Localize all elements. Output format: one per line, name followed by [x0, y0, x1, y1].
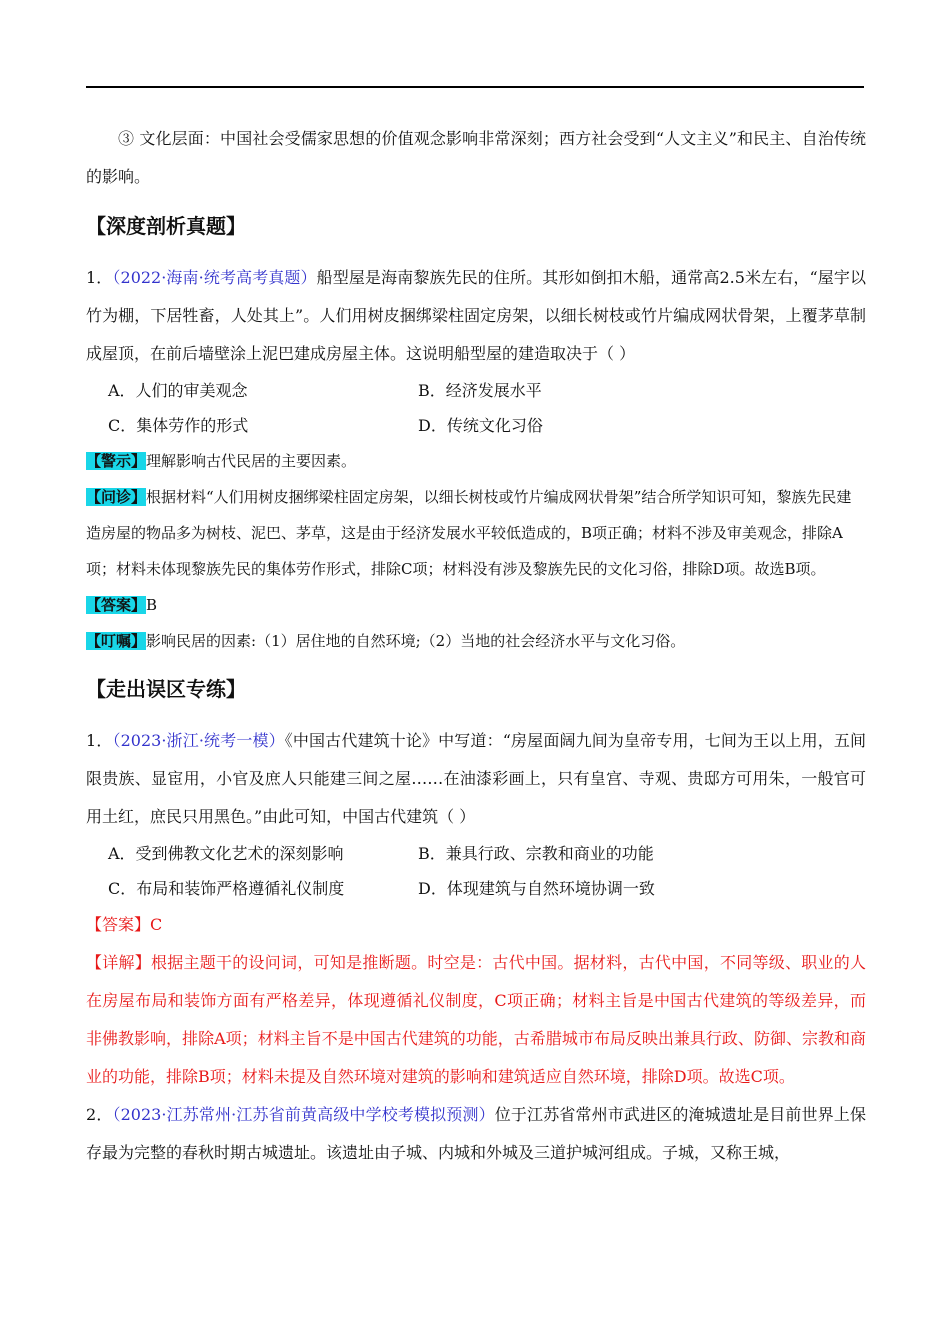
question-source: （2023·江苏常州·江苏省前黄高级中学校考模拟预测） [112, 1105, 495, 1124]
practice-question-1-stem [86, 722, 866, 836]
diagnosis-label: 【问诊】 [86, 488, 147, 506]
option-b: B．经济发展水平 [418, 381, 542, 400]
practice-answer: 【答案】C [86, 915, 163, 934]
option-a: A．人们的审美观念 [108, 381, 248, 400]
question-source: （2023·浙江·统考一模） [112, 731, 285, 750]
reminder-label: 【叮嘱】 [86, 632, 147, 650]
document-page [86, 120, 866, 1172]
reminder-note [86, 623, 866, 659]
question-text: 船型屋是海南黎族先民的住所。其形如倒扣木船，通常高2.5米左右，“屋宇以竹为棚，下居牲畜，人处其上”。人们用树皮捆绑梁柱固定房架，以细长树枝或竹片编成网状骨架，上覆茅草制成屋顶，在前后墙壁涂上泥巴建成房屋主体。这说明船型屋的建造取决于（ ） [86, 268, 866, 363]
question-text: 位于江苏省常州市武进区的淹城遗址是目前世界上保存最为完整的春秋时期古城遗址。该遗址由子城、内城和外城及三道护城河组成。子城，又称王城， [86, 1105, 866, 1162]
question-1-stem [86, 259, 866, 373]
option-a: A．受到佛教文化艺术的深刻影响 [108, 844, 344, 863]
section-heading-real-exam: 【深度剖析真题】 [86, 214, 246, 238]
question-number: 1． [86, 731, 113, 750]
option-d: D．传统文化习俗 [418, 416, 543, 435]
answer-text: B [146, 596, 158, 614]
section-heading-practice: 【走出误区专练】 [86, 677, 246, 701]
diagnosis-text: 根据材料“人们用树皮捆绑梁柱固定房架，以细长树枝或竹片编成网状骨架”结合所学知识可知，黎族先民建造房屋的物品多为树枝、泥巴、茅草，这是由于经济发展水平较低造成的，B项正确；材料不涉及审美观念，排除A项；材料未体现黎族先民的集体劳作形式，排除C项；材料没有涉及黎族先民的文化习俗，排除D项。故选B项。 [86, 488, 852, 578]
option-b: B．兼具行政、宗教和商业的功能 [418, 844, 654, 863]
practice-question-2-stem [86, 1096, 866, 1172]
reminder-text: 影响民居的因素:（1）居住地的自然环境;（2）当地的社会经济水平与文化习俗。 [146, 632, 686, 650]
practice-question-1-options [86, 836, 866, 906]
option-c: C．集体劳作的形式 [108, 416, 249, 435]
hint-note [86, 443, 866, 479]
question-number: 2． [86, 1105, 113, 1124]
hint-label: 【警示】 [86, 452, 147, 470]
question-text: 《中国古代建筑十论》中写道：“房屋面阔九间为皇帝专用，七间为王以上用，五间限贵族、显宦用，小官及庶人只能建三间之屋……在油漆彩画上，只有皇宫、寺观、贵邸方可用朱，一般官可用土红，庶民只用黑色。”由此可知，中国古代建筑（ ） [86, 731, 866, 826]
option-d: D．体现建筑与自然环境协调一致 [418, 879, 655, 898]
practice-detail: 【详解】根据主题干的设问词，可知是推断题。时空是：古代中国。据材料，古代中国，不同等级、职业的人在房屋布局和装饰方面有严格差异，体现遵循礼仪制度，C项正确；材料主旨是中国古代建筑的等级差异，而非佛教影响，排除A项；材料主旨不是中国古代建筑的功能，古希腊城市布局反映出兼具行政、防御、宗教和商业的功能，排除B项；材料未提及自然环境对建筑的影响和建筑适应自然环境，排除D项。故选C项。 [86, 953, 866, 1086]
intro-paragraph: ③ 文化层面：中国社会受儒家思想的价值观念影响非常深刻；西方社会受到“人文主义”和民主、自治传统的影响。 [86, 129, 866, 186]
header-rule [86, 86, 864, 88]
diagnosis-note [86, 479, 866, 587]
question-source: （2022·海南·统考高考真题） [112, 268, 317, 287]
hint-text: 理解影响古代民居的主要因素。 [146, 452, 357, 470]
answer-note [86, 587, 866, 623]
question-number: 1． [86, 268, 113, 287]
option-c: C．布局和装饰严格遵循礼仪制度 [108, 879, 345, 898]
answer-label: 【答案】 [86, 596, 147, 614]
question-1-options [86, 373, 866, 443]
